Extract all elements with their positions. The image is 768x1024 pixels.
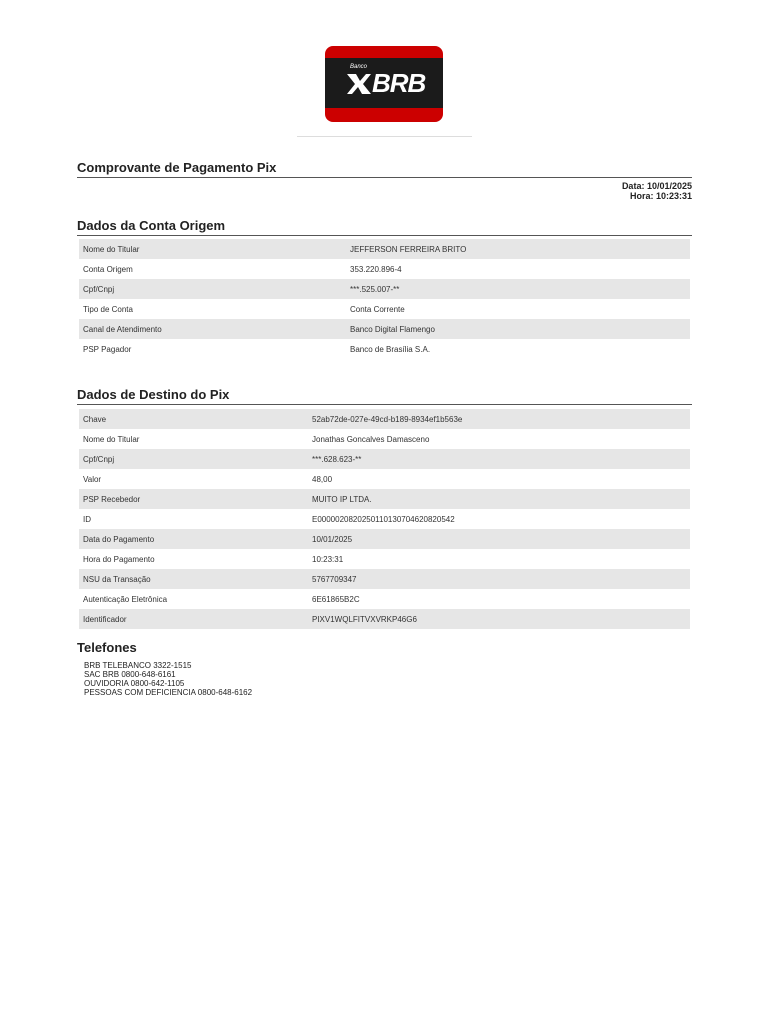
row-label: Valor	[83, 474, 102, 484]
phone-list	[84, 661, 252, 697]
table-row	[79, 429, 690, 449]
row-label: Nome do Titular	[83, 434, 140, 444]
row-label: Cpf/Cnpj	[79, 279, 346, 299]
row-label: Cpf/Cnpj	[79, 449, 308, 469]
row-value: 5767709347	[308, 569, 690, 589]
section-title-origem: Dados da Conta Origem	[77, 218, 226, 233]
row-label: Hora do Pagamento	[83, 554, 155, 564]
table-row	[79, 319, 690, 339]
phone-line: PESSOAS COM DEFICIENCIA 0800-648-6162	[84, 688, 253, 697]
row-label: PSP Recebedor	[79, 489, 308, 509]
title-divider	[77, 177, 692, 178]
destino-table	[79, 409, 690, 629]
row-label: Autenticação Eletrônica	[83, 594, 168, 604]
logo-small-text: Banco	[350, 64, 368, 70]
section-title-telefones: Telefones	[77, 640, 137, 655]
logo-band	[325, 58, 443, 108]
table-row	[79, 339, 690, 359]
phone-line: OUVIDORIA 0800-642-1105	[84, 679, 185, 688]
row-label: Conta Origem	[83, 264, 133, 274]
row-value: E0000020820250110130704620820542	[312, 514, 455, 524]
payment-time: Hora: 10:23:31	[629, 191, 692, 201]
row-label: Chave	[79, 409, 308, 429]
table-row	[79, 469, 690, 489]
phone-line: BRB TELEBANCO 3322-1515	[84, 661, 192, 670]
row-value: Jonathas Goncalves Damasceno	[312, 434, 430, 444]
row-value: 10:23:31	[312, 554, 344, 564]
table-row	[79, 239, 690, 259]
section-divider-origem	[77, 235, 692, 236]
table-row	[79, 299, 690, 319]
payment-date: Data: 10/01/2025	[621, 181, 692, 191]
table-row	[79, 259, 690, 279]
row-value: Banco de Brasília S.A.	[350, 344, 431, 354]
table-row	[79, 609, 690, 629]
row-label: Identificador	[79, 609, 308, 629]
brb-arrow-icon	[347, 74, 371, 94]
row-value: MUITO IP LTDA.	[308, 489, 690, 509]
row-label: NSU da Transação	[79, 569, 308, 589]
row-value: 52ab72de-027e-49cd-b189-8934ef1b563e	[308, 409, 690, 429]
phone-line: SAC BRB 0800-648-6161	[84, 670, 176, 679]
table-row	[79, 279, 690, 299]
table-row	[79, 509, 690, 529]
datetime-block	[622, 181, 692, 201]
row-value: PIXV1WQLFITVXVRKP46G6	[308, 609, 690, 629]
page-title: Comprovante de Pagamento Pix	[77, 160, 277, 175]
section-divider-destino	[77, 404, 692, 405]
row-value: ***.525.007-**	[346, 279, 690, 299]
table-row	[79, 569, 690, 589]
table-row	[79, 449, 690, 469]
row-value: 48,00	[312, 474, 333, 484]
table-row	[79, 529, 690, 549]
row-value: 6E61865B2C	[312, 594, 360, 604]
origem-table	[79, 239, 690, 359]
row-label: Data do Pagamento	[79, 529, 308, 549]
row-label: Canal de Atendimento	[79, 319, 346, 339]
row-label: ID	[83, 514, 91, 524]
table-row	[79, 409, 690, 429]
table-row	[79, 589, 690, 609]
table-row	[79, 549, 690, 569]
row-label: Tipo de Conta	[83, 304, 133, 314]
row-value: Banco Digital Flamengo	[346, 319, 690, 339]
table-row	[79, 489, 690, 509]
row-value: 353.220.896-4	[350, 264, 402, 274]
brb-logo	[325, 46, 443, 122]
row-value: JEFFERSON FERREIRA BRITO	[346, 239, 690, 259]
section-title-destino: Dados de Destino do Pix	[77, 387, 230, 402]
logo-brand-text: BRB	[372, 68, 426, 98]
row-value: 10/01/2025	[308, 529, 690, 549]
row-value: ***.628.623-**	[308, 449, 690, 469]
row-label: PSP Pagador	[83, 344, 132, 354]
logo-divider	[297, 136, 472, 137]
row-label: Nome do Titular	[79, 239, 346, 259]
row-value: Conta Corrente	[350, 304, 405, 314]
